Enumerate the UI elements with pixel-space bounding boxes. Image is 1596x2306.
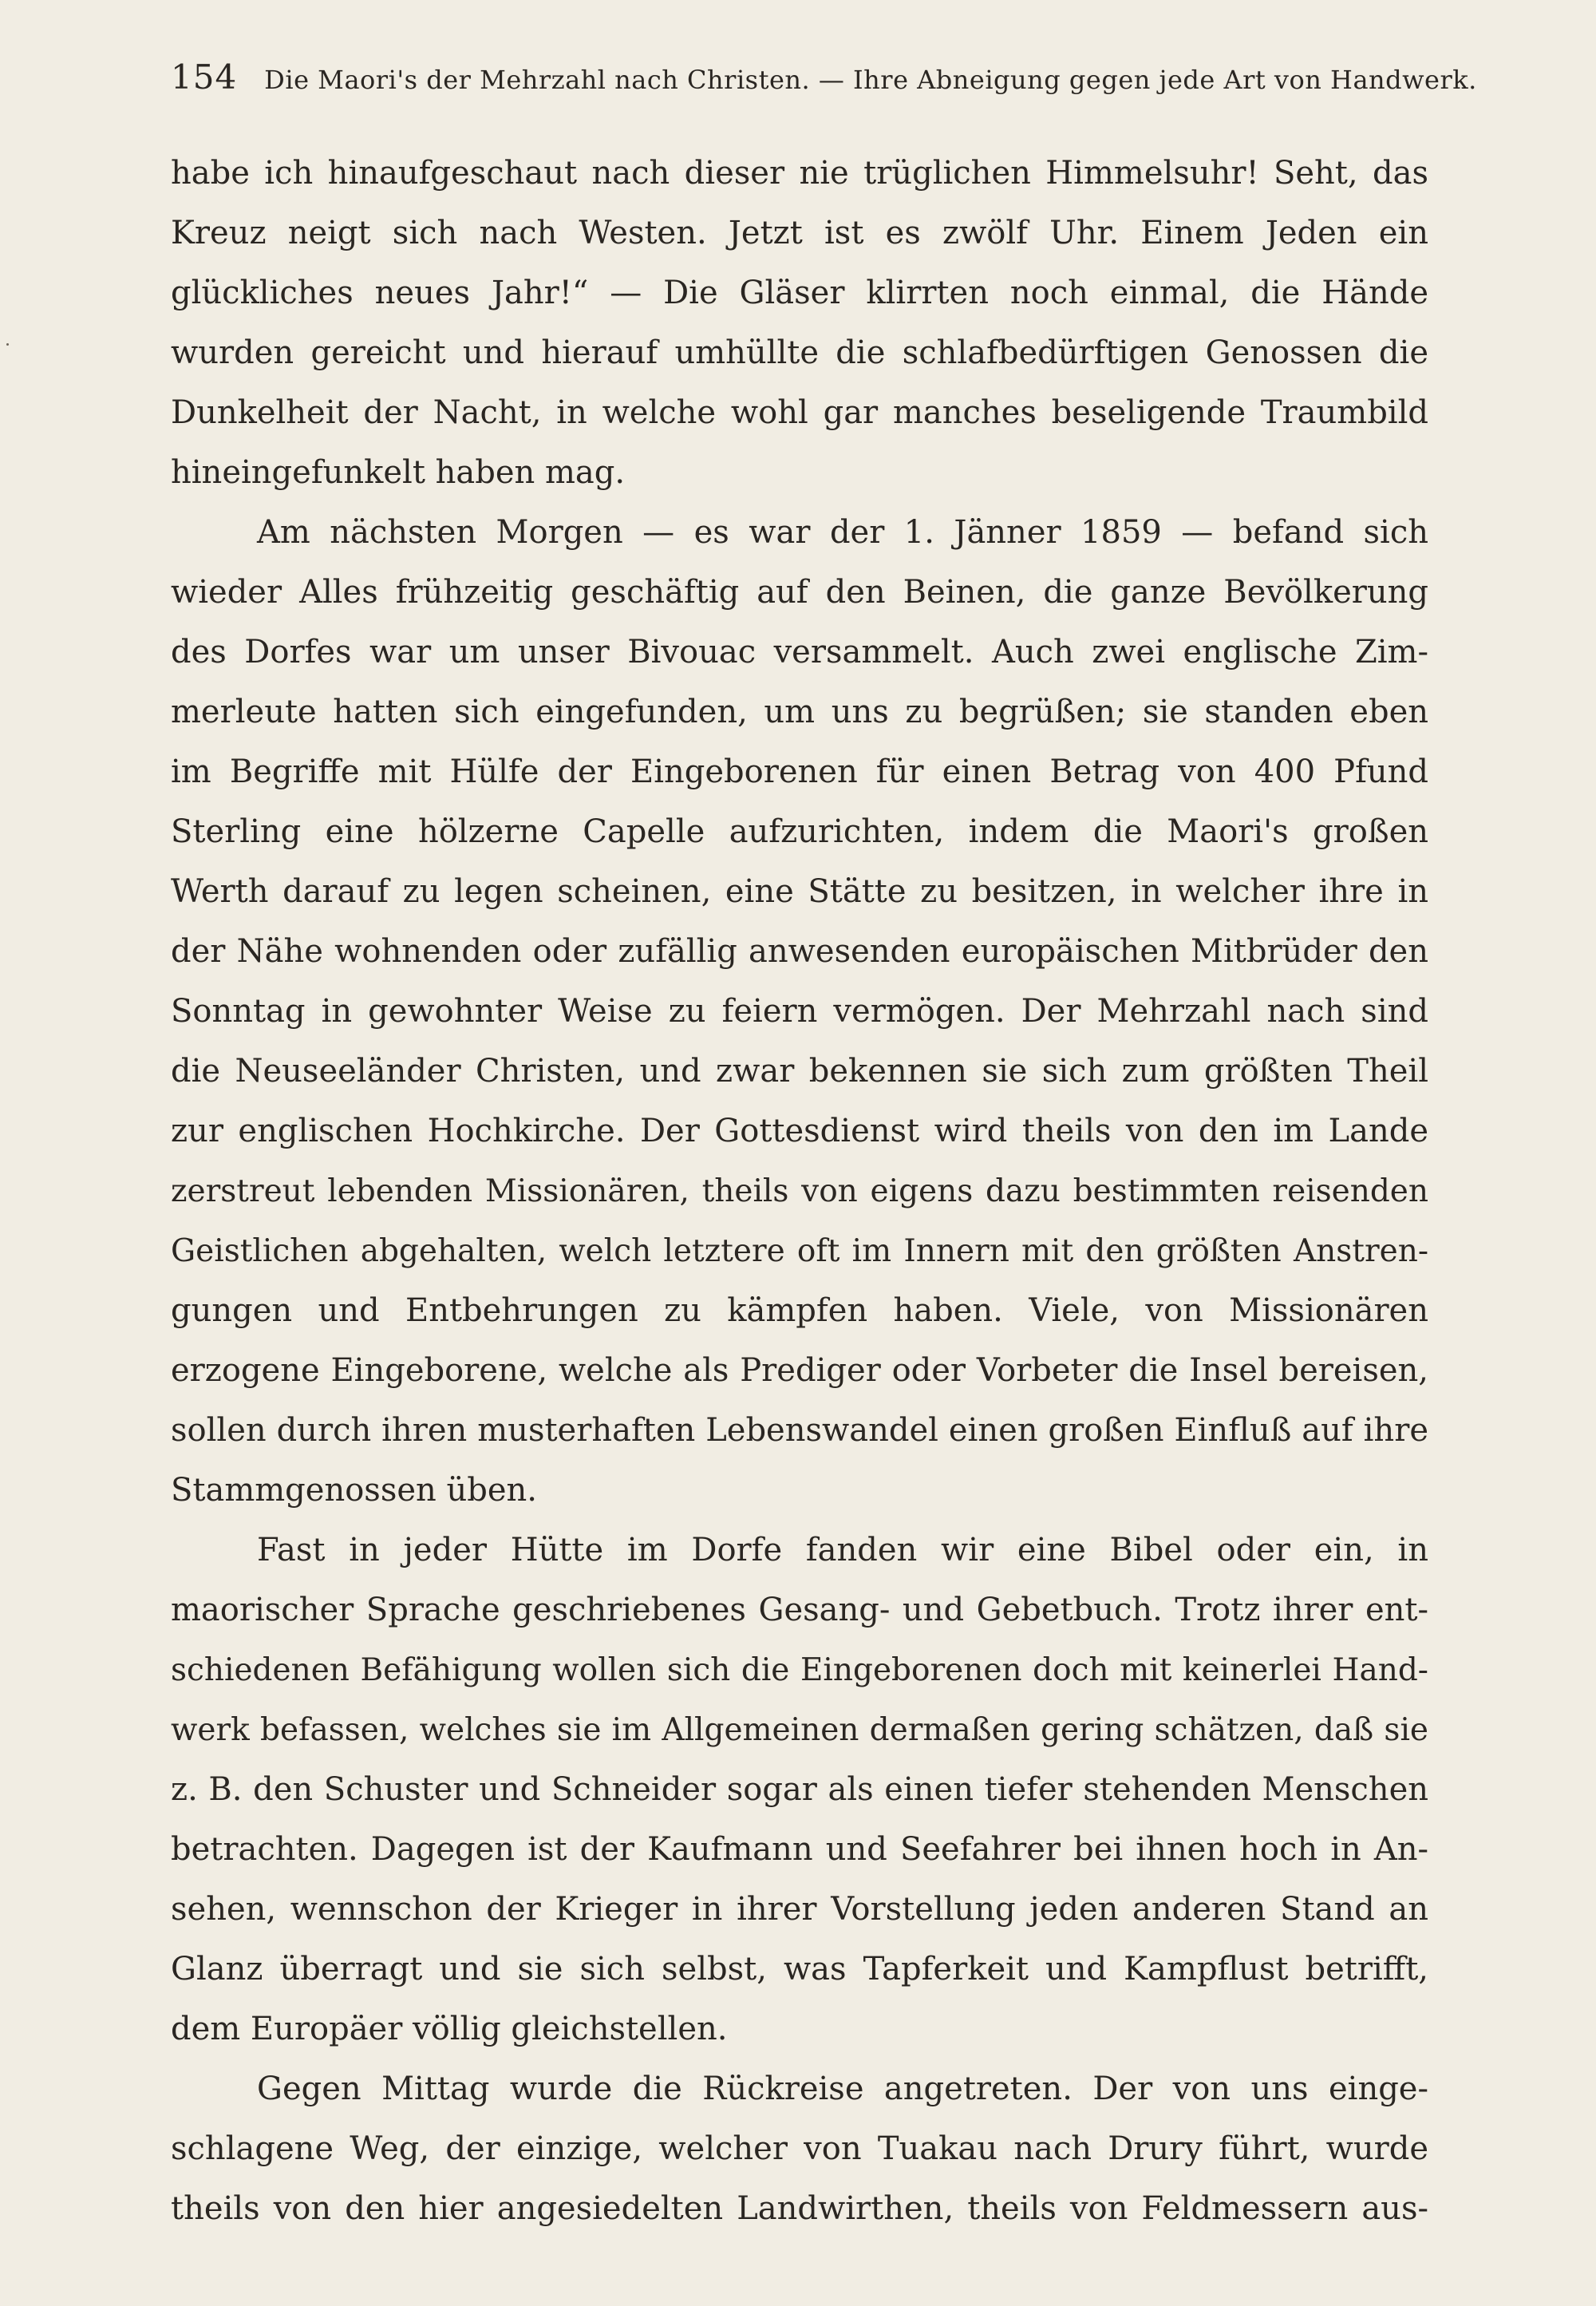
text-line: der Nähe wohnenden oder zufällig anwesenden europäischen Mitbrüder den [171,933,1428,970]
text-line: Gegen Mittag wurde die Rückreise angetreten. Der von uns einge- [257,2071,1428,2107]
text-line: Glanz überragt und sie sich selbst, was Tapferkeit und Kampflust betrifft, [171,1951,1428,1988]
page-number: 154 [171,57,238,97]
text-line: Werth darauf zu legen scheinen, eine Stätte zu besitzen, in welcher ihre in [171,873,1428,910]
text-line: Dunkelheit der Nacht, in welche wohl gar manches beseligende Traumbild [171,394,1428,431]
text-line: schiedenen Befähigung wollen sich die Eingeborenen doch mit keinerlei Hand- [171,1652,1428,1688]
text-line: sollen durch ihren musterhaften Lebenswandel einen großen Einfluß auf ihre [171,1412,1428,1449]
text-line: wurden gereicht und hierauf umhüllte die schlafbedürftigen Genossen die [171,334,1428,371]
text-line: die Neuseeländer Christen, und zwar bekennen sie sich zum größten Theil [171,1053,1428,1090]
text-line: maorischer Sprache geschriebenes Gesang- und Gebetbuch. Trotz ihrer ent- [171,1592,1428,1628]
text-line: Kreuz neigt sich nach Westen. Jetzt ist es zwölf Uhr. Einem Jeden ein [171,215,1428,251]
text-line: hineingefunkelt haben mag. [171,454,626,491]
text-line: erzogene Eingeborene, welche als Prediger oder Vorbeter die Insel bereisen, [171,1352,1428,1389]
text-line: zur englischen Hochkirche. Der Gottesdienst wird theils von den im Lande [171,1113,1428,1149]
paragraph-2 [171,503,1428,1521]
text-line: schlagene Weg, der einzige, welcher von Tuakau nach Drury führt, wurde [171,2130,1428,2167]
text-line: Sonntag in gewohnter Weise zu feiern vermögen. Der Mehrzahl nach sind [171,993,1428,1030]
paragraph-3 [171,1521,1428,2059]
text-line: merleute hatten sich eingefunden, um uns zu begrüßen; sie standen eben [171,694,1428,730]
text-line: Sterling eine hölzerne Capelle aufzurichten, indem die Maori's großen [171,813,1428,850]
text-line: habe ich hinaufgeschaut nach dieser nie trüglichen Himmelsuhr! Seht, das [171,155,1428,192]
text-line: des Dorfes war um unser Bivouac versammelt. Auch zwei englische Zim- [171,634,1428,670]
text-line: theils von den hier angesiedelten Landwirthen, theils von Feldmessern aus- [171,2190,1428,2227]
running-head-title: Die Maori's der Mehrzahl nach Christen. — Ihre Abneigung gegen jede Art von Handwerk. [264,65,1477,95]
text-line: sehen, wennschon der Krieger in ihrer Vorstellung jeden anderen Stand an [171,1891,1428,1928]
text-line: Stammgenossen üben. [171,1472,538,1509]
text-line: z. B. den Schuster und Schneider sogar als einen tiefer stehenden Menschen [171,1771,1428,1808]
margin-speck [6,343,9,346]
text-line: Geistlichen abgehalten, welch letztere oft im Innern mit den größten Anstren- [171,1233,1428,1269]
text-line: im Begriffe mit Hülfe der Eingeborenen für einen Betrag von 400 Pfund [171,754,1428,790]
running-head [171,57,1477,105]
paragraph-1 [171,144,1428,503]
text-line: wieder Alles frühzeitig geschäftig auf den Beinen, die ganze Bevölkerung [171,574,1428,611]
text-line: glückliches neues Jahr!“ — Die Gläser klirrten noch einmal, die Hände [171,275,1428,311]
text-line: zerstreut lebenden Missionären, theils von eigens dazu bestimmten reisenden [171,1173,1428,1209]
text-line: dem Europäer völlig gleichstellen. [171,2011,728,2047]
text-line: Am nächsten Morgen — es war der 1. Jänner 1859 — befand sich [257,514,1428,551]
text-line: Fast in jeder Hütte im Dorfe fanden wir eine Bibel oder ein, in [257,1532,1428,1568]
text-line: gungen und Entbehrungen zu kämpfen haben. Viele, von Missionären [171,1292,1428,1329]
paragraph-4 [171,2059,1428,2239]
body-text [171,144,1428,2239]
text-line: betrachten. Dagegen ist der Kaufmann und Seefahrer bei ihnen hoch in An- [171,1831,1428,1868]
text-line: werk befassen, welches sie im Allgemeinen dermaßen gering schätzen, daß sie [171,1712,1428,1748]
